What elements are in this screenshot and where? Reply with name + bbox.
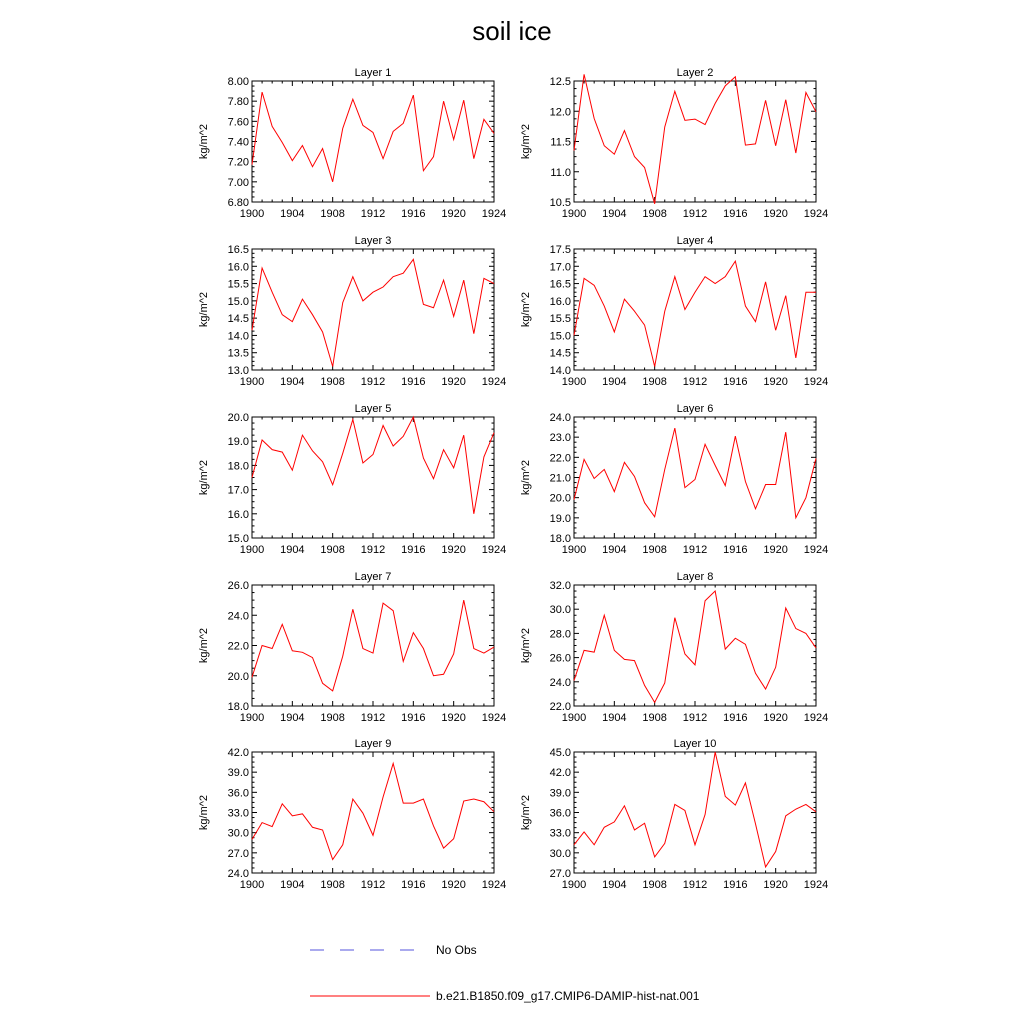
x-tick-label: 1904 bbox=[280, 544, 305, 556]
y-tick-label: 13.0 bbox=[227, 365, 249, 377]
y-tick-label: 14.0 bbox=[549, 365, 571, 377]
y-tick-label: 6.80 bbox=[227, 197, 249, 209]
x-tick-label: 1912 bbox=[360, 208, 386, 220]
y-tick-label: 20.0 bbox=[227, 670, 249, 683]
x-tick-label: 1912 bbox=[360, 879, 386, 891]
y-tick-label: 15.0 bbox=[549, 330, 571, 343]
plot-frame bbox=[574, 752, 816, 873]
x-tick-label: 1912 bbox=[682, 879, 708, 891]
y-tick-label: 30.0 bbox=[549, 604, 571, 617]
x-tick-label: 1904 bbox=[280, 712, 305, 724]
x-tick-label: 1920 bbox=[763, 544, 788, 556]
x-tick-label: 1916 bbox=[401, 208, 426, 220]
x-tick-label: 1904 bbox=[602, 879, 627, 891]
x-tick-label: 1900 bbox=[561, 712, 587, 724]
plot-frame bbox=[252, 417, 494, 538]
panel-layer-5 bbox=[198, 403, 506, 556]
series-line bbox=[574, 752, 816, 867]
y-axis-label: kg/m^2 bbox=[520, 291, 532, 328]
panel-layer-3 bbox=[198, 235, 506, 388]
x-tick-label: 1924 bbox=[803, 879, 829, 891]
y-tick-label: 33.0 bbox=[227, 807, 249, 820]
x-tick-label: 1920 bbox=[763, 376, 788, 388]
y-tick-label: 24.0 bbox=[227, 610, 249, 623]
y-tick-label: 23.0 bbox=[549, 432, 571, 445]
x-tick-label: 1904 bbox=[280, 208, 305, 220]
y-tick-label: 8.00 bbox=[227, 76, 249, 88]
x-tick-label: 1924 bbox=[481, 208, 507, 220]
panel-layer-2 bbox=[520, 67, 828, 220]
page-title: soil ice bbox=[472, 16, 552, 46]
y-tick-label: 39.0 bbox=[227, 767, 249, 780]
y-tick-label: 7.20 bbox=[227, 156, 249, 169]
y-tick-label: 24.0 bbox=[227, 868, 249, 880]
panel-title: Layer 5 bbox=[354, 403, 392, 415]
y-tick-label: 26.0 bbox=[227, 580, 249, 592]
y-tick-label: 16.5 bbox=[227, 244, 249, 256]
y-tick-label: 15.0 bbox=[227, 533, 249, 545]
legend-entry-no-obs bbox=[310, 940, 477, 960]
x-tick-label: 1900 bbox=[561, 208, 587, 220]
x-tick-label: 1916 bbox=[723, 712, 748, 724]
x-tick-label: 1924 bbox=[803, 544, 829, 556]
x-tick-label: 1900 bbox=[561, 544, 587, 556]
panel-title: Layer 2 bbox=[676, 67, 714, 79]
x-tick-label: 1912 bbox=[682, 712, 708, 724]
x-tick-label: 1916 bbox=[401, 712, 426, 724]
x-tick-label: 1904 bbox=[602, 712, 627, 724]
y-axis-label: kg/m^2 bbox=[198, 291, 210, 328]
y-tick-label: 14.5 bbox=[227, 313, 249, 326]
plot-frame bbox=[574, 417, 816, 538]
y-tick-label: 10.5 bbox=[549, 197, 571, 209]
series-line bbox=[252, 763, 494, 859]
y-tick-label: 16.0 bbox=[227, 261, 249, 274]
y-tick-label: 22.0 bbox=[227, 640, 249, 653]
x-tick-label: 1908 bbox=[320, 879, 345, 891]
panel-title: Layer 4 bbox=[676, 235, 714, 247]
y-axis-label: kg/m^2 bbox=[520, 794, 532, 831]
y-tick-label: 11.5 bbox=[550, 136, 571, 149]
x-tick-label: 1920 bbox=[763, 208, 788, 220]
y-tick-label: 30.0 bbox=[227, 827, 249, 840]
x-tick-label: 1900 bbox=[561, 879, 587, 891]
x-tick-label: 1900 bbox=[239, 544, 265, 556]
y-tick-label: 14.0 bbox=[227, 330, 249, 343]
y-tick-label: 27.0 bbox=[227, 847, 249, 860]
panel-layer-8 bbox=[520, 571, 828, 724]
x-tick-label: 1900 bbox=[239, 879, 265, 891]
series-line bbox=[574, 261, 816, 366]
plot-frame bbox=[252, 585, 494, 706]
y-tick-label: 36.0 bbox=[549, 807, 571, 820]
legend-label: b.e21.B1850.f09_g17.CMIP6-DAMIP-hist-nat.001 bbox=[436, 989, 700, 1003]
series-line bbox=[252, 259, 494, 366]
x-tick-label: 1912 bbox=[682, 208, 708, 220]
series-line bbox=[574, 428, 816, 518]
y-tick-label: 11.0 bbox=[550, 166, 571, 179]
y-tick-label: 30.0 bbox=[549, 847, 571, 860]
x-tick-label: 1920 bbox=[441, 376, 466, 388]
panel-layer-4 bbox=[520, 235, 828, 388]
y-tick-label: 7.80 bbox=[227, 96, 249, 109]
series-line bbox=[252, 92, 494, 182]
y-tick-label: 45.0 bbox=[549, 747, 571, 759]
y-tick-label: 27.0 bbox=[549, 868, 571, 880]
y-tick-label: 42.0 bbox=[227, 747, 249, 759]
y-tick-label: 42.0 bbox=[549, 767, 571, 780]
x-tick-label: 1904 bbox=[602, 376, 627, 388]
plot-frame bbox=[574, 81, 816, 202]
y-tick-label: 28.0 bbox=[549, 628, 571, 641]
x-tick-label: 1908 bbox=[642, 208, 667, 220]
x-tick-label: 1912 bbox=[682, 544, 708, 556]
x-tick-label: 1904 bbox=[280, 879, 305, 891]
x-tick-label: 1924 bbox=[803, 376, 829, 388]
x-tick-label: 1908 bbox=[642, 544, 667, 556]
x-tick-label: 1904 bbox=[280, 376, 305, 388]
y-tick-label: 15.5 bbox=[227, 278, 249, 291]
x-tick-label: 1916 bbox=[723, 208, 748, 220]
x-tick-label: 1924 bbox=[481, 712, 507, 724]
y-tick-label: 17.0 bbox=[549, 261, 571, 274]
series-line bbox=[574, 74, 816, 203]
y-tick-label: 24.0 bbox=[549, 676, 571, 689]
y-tick-label: 39.0 bbox=[549, 787, 571, 800]
legend-sample-dashed bbox=[310, 944, 430, 956]
x-tick-label: 1900 bbox=[239, 376, 265, 388]
y-tick-label: 16.5 bbox=[549, 278, 571, 291]
plot-frame bbox=[574, 249, 816, 370]
series-line bbox=[252, 600, 494, 691]
x-tick-label: 1920 bbox=[441, 712, 466, 724]
y-tick-label: 18.0 bbox=[227, 701, 249, 713]
x-tick-label: 1912 bbox=[360, 376, 386, 388]
y-tick-label: 15.5 bbox=[549, 313, 571, 326]
x-tick-label: 1908 bbox=[320, 376, 345, 388]
y-axis-label: kg/m^2 bbox=[198, 459, 210, 496]
x-tick-label: 1900 bbox=[239, 712, 265, 724]
panel-layer-1 bbox=[198, 67, 506, 220]
y-tick-label: 12.5 bbox=[549, 76, 571, 88]
plot-frame bbox=[252, 81, 494, 202]
legend-entry-model bbox=[310, 986, 699, 1006]
x-tick-label: 1908 bbox=[320, 712, 345, 724]
y-tick-label: 20.0 bbox=[549, 492, 571, 505]
y-tick-label: 13.5 bbox=[227, 347, 249, 360]
y-tick-label: 32.0 bbox=[549, 580, 571, 592]
panel-title: Layer 1 bbox=[354, 67, 392, 79]
x-tick-label: 1920 bbox=[441, 544, 466, 556]
panel-layer-9 bbox=[198, 738, 506, 891]
x-tick-label: 1924 bbox=[481, 544, 507, 556]
y-tick-label: 7.60 bbox=[227, 116, 249, 129]
panel-title: Layer 7 bbox=[354, 571, 392, 583]
y-tick-label: 18.0 bbox=[549, 533, 571, 545]
panel-title: Layer 6 bbox=[676, 403, 714, 415]
x-tick-label: 1920 bbox=[763, 712, 788, 724]
x-tick-label: 1908 bbox=[320, 544, 345, 556]
y-tick-label: 12.0 bbox=[549, 106, 571, 119]
y-tick-label: 33.0 bbox=[549, 827, 571, 840]
x-tick-label: 1900 bbox=[561, 376, 587, 388]
y-tick-label: 17.5 bbox=[549, 244, 571, 256]
y-axis-label: kg/m^2 bbox=[198, 794, 210, 831]
x-tick-label: 1916 bbox=[723, 376, 748, 388]
y-tick-label: 15.0 bbox=[227, 295, 249, 308]
y-tick-label: 24.0 bbox=[549, 412, 571, 424]
y-tick-label: 7.40 bbox=[227, 136, 249, 149]
x-tick-label: 1912 bbox=[360, 712, 386, 724]
y-axis-label: kg/m^2 bbox=[520, 123, 532, 160]
y-tick-label: 18.0 bbox=[227, 460, 249, 473]
x-tick-label: 1916 bbox=[723, 544, 748, 556]
y-tick-label: 19.0 bbox=[549, 512, 571, 525]
y-tick-label: 26.0 bbox=[549, 652, 571, 665]
y-tick-label: 21.0 bbox=[549, 472, 571, 485]
series-line bbox=[252, 417, 494, 514]
y-axis-label: kg/m^2 bbox=[198, 123, 210, 160]
y-tick-label: 22.0 bbox=[549, 452, 571, 465]
y-tick-label: 19.0 bbox=[227, 436, 249, 449]
x-tick-label: 1908 bbox=[320, 208, 345, 220]
x-tick-label: 1920 bbox=[441, 879, 466, 891]
y-tick-label: 16.0 bbox=[549, 295, 571, 308]
plot-frame bbox=[252, 249, 494, 370]
y-tick-label: 20.0 bbox=[227, 412, 249, 424]
x-tick-label: 1916 bbox=[401, 879, 426, 891]
x-tick-label: 1924 bbox=[481, 376, 507, 388]
series-line bbox=[574, 591, 816, 702]
panel-layer-7 bbox=[198, 571, 506, 724]
x-tick-label: 1924 bbox=[481, 879, 507, 891]
x-tick-label: 1924 bbox=[803, 208, 829, 220]
panel-layer-6 bbox=[520, 403, 828, 556]
x-tick-label: 1904 bbox=[602, 208, 627, 220]
x-tick-label: 1916 bbox=[401, 544, 426, 556]
y-tick-label: 17.0 bbox=[227, 484, 249, 497]
legend-sample-solid bbox=[310, 990, 430, 1002]
legend-label: No Obs bbox=[436, 943, 477, 957]
y-axis-label: kg/m^2 bbox=[520, 627, 532, 664]
y-tick-label: 16.0 bbox=[227, 508, 249, 521]
x-tick-label: 1904 bbox=[602, 544, 627, 556]
x-tick-label: 1916 bbox=[723, 879, 748, 891]
y-axis-label: kg/m^2 bbox=[520, 459, 532, 496]
y-tick-label: 22.0 bbox=[549, 701, 571, 713]
y-tick-label: 14.5 bbox=[549, 347, 571, 360]
x-tick-label: 1912 bbox=[682, 376, 708, 388]
plot-frame bbox=[252, 752, 494, 873]
panel-layer-10 bbox=[520, 738, 828, 891]
panel-title: Layer 8 bbox=[676, 571, 714, 583]
panel-title: Layer 10 bbox=[673, 738, 717, 750]
x-tick-label: 1920 bbox=[763, 879, 788, 891]
panel-title: Layer 9 bbox=[354, 738, 392, 750]
panel-title: Layer 3 bbox=[354, 235, 392, 247]
x-tick-label: 1900 bbox=[239, 208, 265, 220]
x-tick-label: 1916 bbox=[401, 376, 426, 388]
x-tick-label: 1908 bbox=[642, 376, 667, 388]
x-tick-label: 1924 bbox=[803, 712, 829, 724]
y-tick-label: 36.0 bbox=[227, 787, 249, 800]
x-tick-label: 1912 bbox=[360, 544, 386, 556]
y-axis-label: kg/m^2 bbox=[198, 627, 210, 664]
x-tick-label: 1920 bbox=[441, 208, 466, 220]
x-tick-label: 1908 bbox=[642, 712, 667, 724]
x-tick-label: 1908 bbox=[642, 879, 667, 891]
y-tick-label: 7.00 bbox=[227, 176, 249, 189]
